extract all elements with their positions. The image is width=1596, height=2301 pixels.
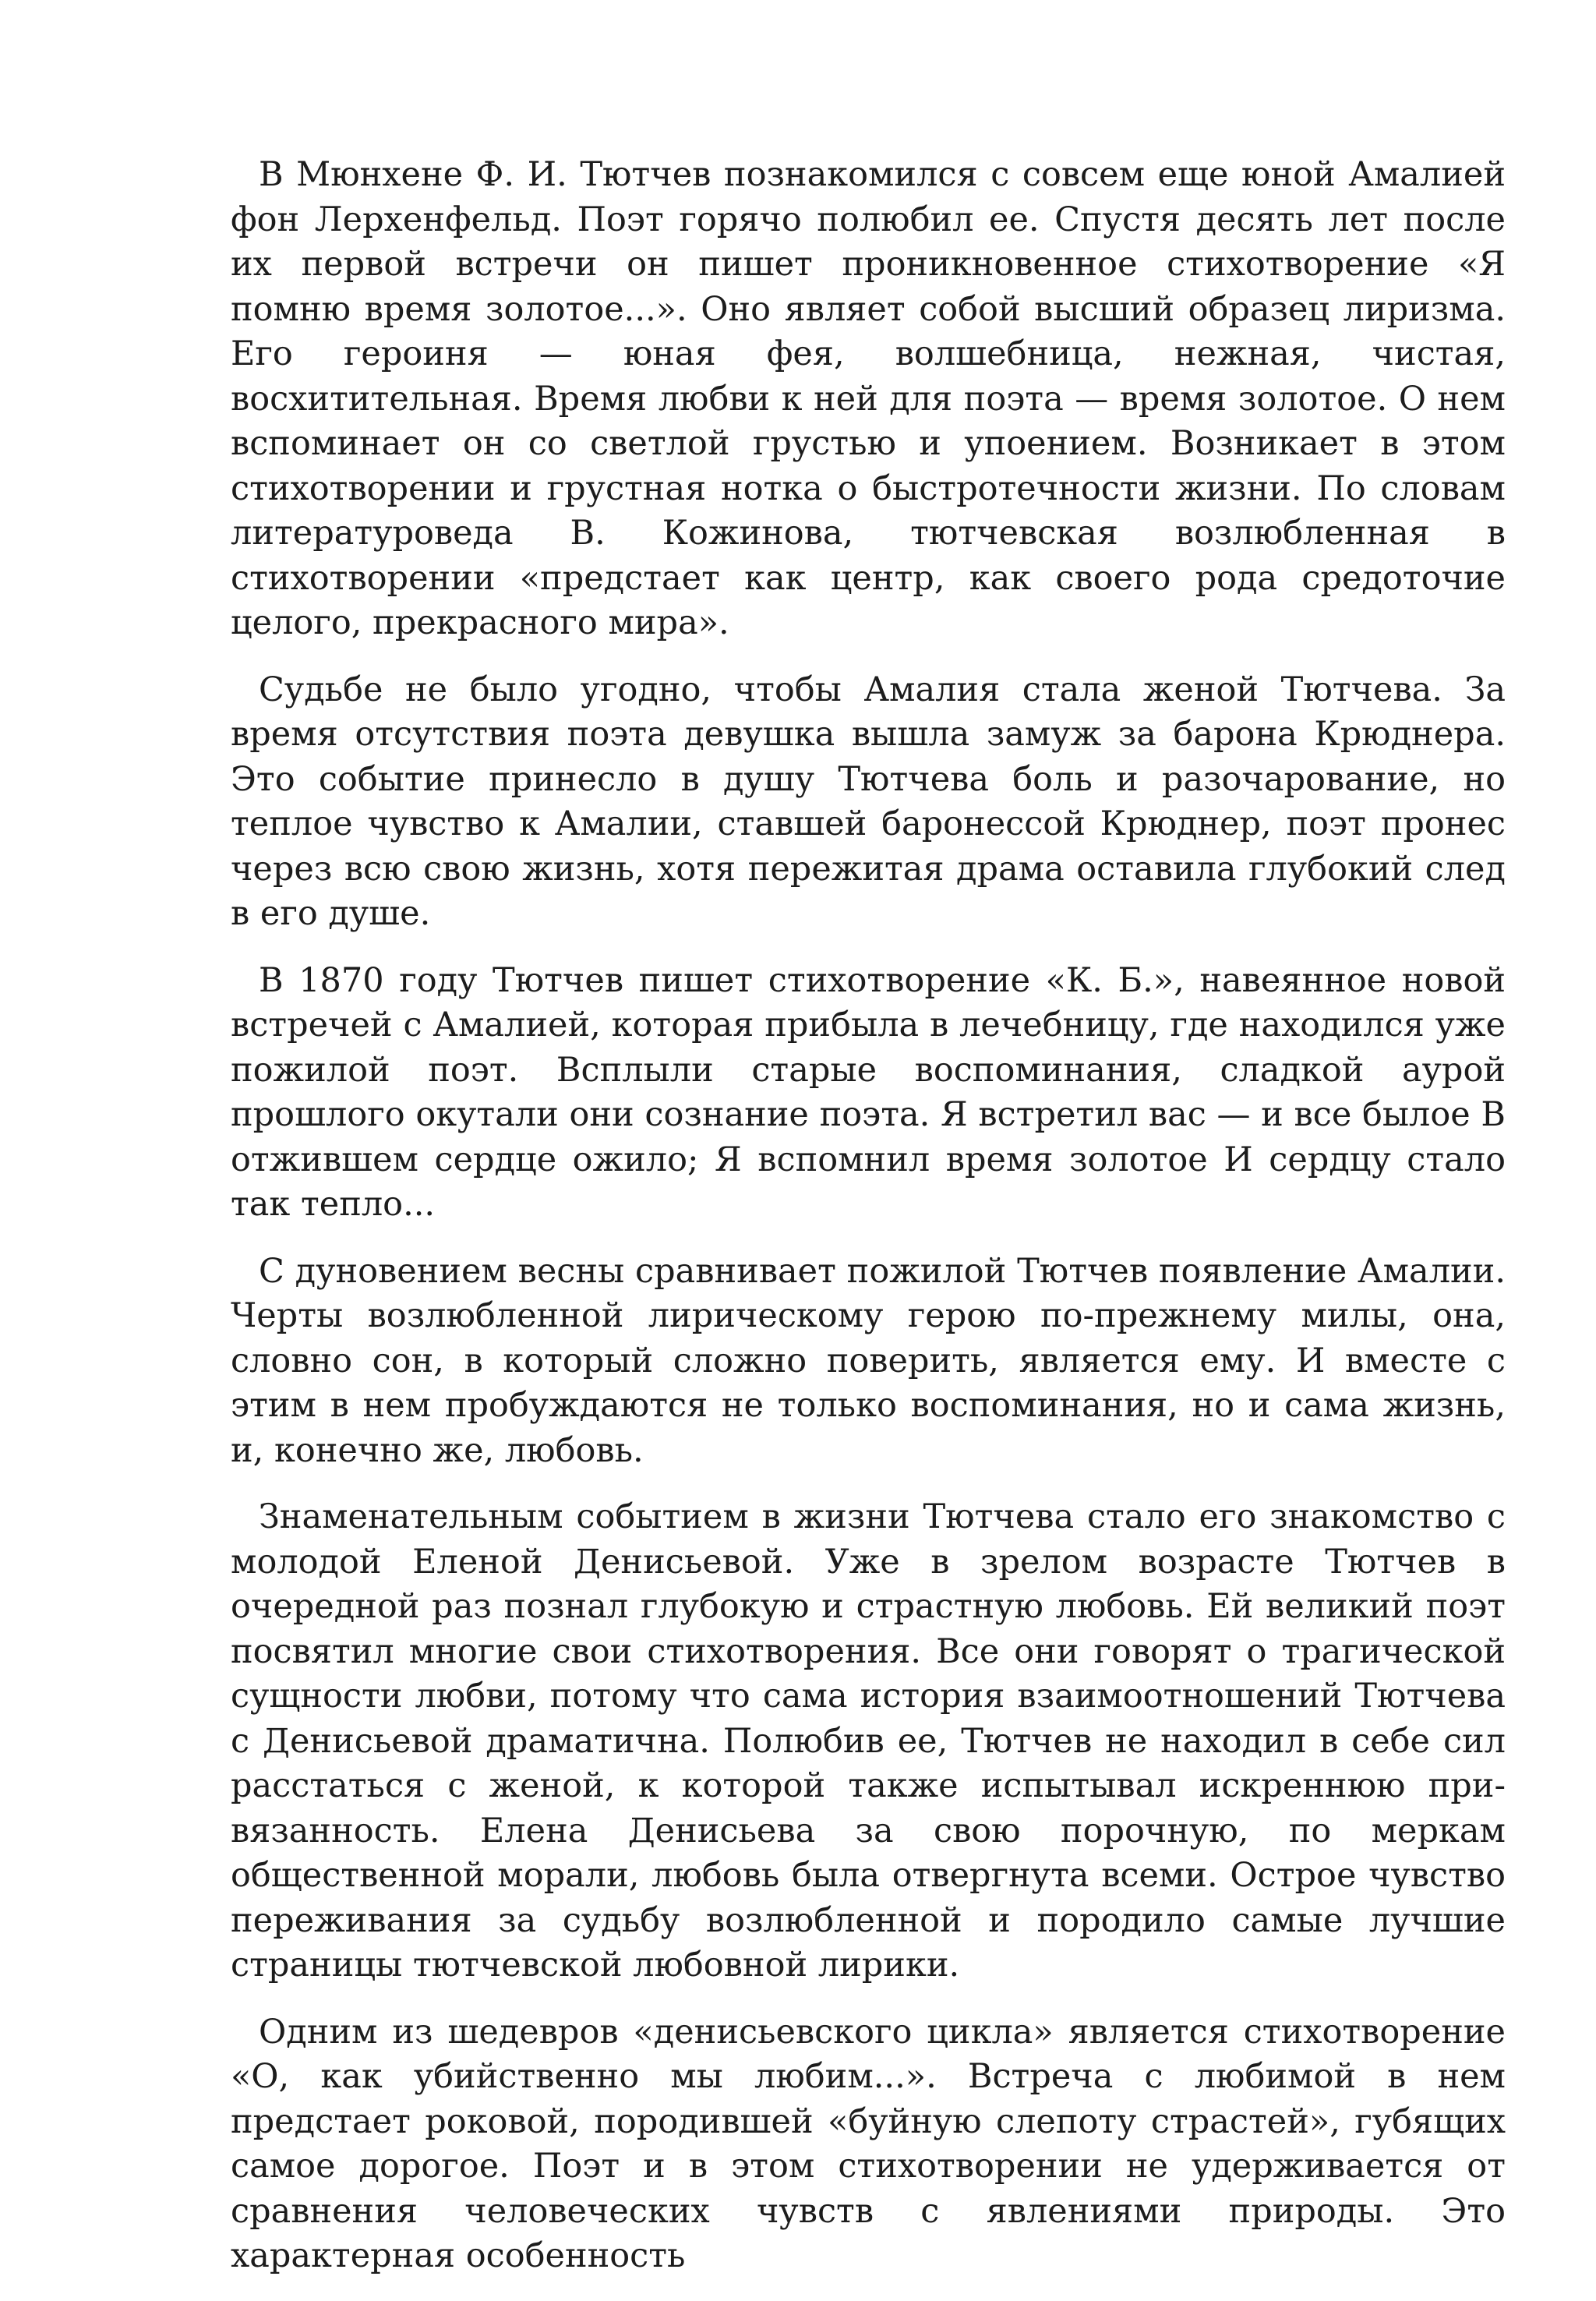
paragraph: В 1870 году Тютчев пишет стихотворение «К. Б.», навеянное новой встречей с Амалией, которая прибыла в лечебницу, где находился уже пожилой поэт. Всплыли старые воспоминания, сладкой аурой прошлого окутали они сознание поэта. Я встретил вас — и все былое В отжившем сердце ожило; Я вспомнил время золотое И сердцу стало так тепло... — [231, 960, 1506, 1224]
paragraph: Судьбе не было угодно, чтобы Амалия стала женой Тютчева. За время отсутствия поэта девушка вышла замуж за барона Крюднера. Это событие принесло в душу Тютчева боль и разочарование, но теплое чувство к Амалии, ставшей баронессой Крюднер, поэт пронес через всю свою жизнь, хотя пережитая драма оставила глубокий след в его душе. — [231, 670, 1506, 933]
paragraph: С дуновением весны сравнивает пожилой Тютчев появление Амалии. Черты возлюбленной лирическому герою по-прежнему милы, она, словно сон, в который сложно поверить, является ему. И вместе с этим в нем пробуждаются не только воспоминания, но и сама жизнь, и, конечно же, любовь. — [231, 1251, 1506, 1470]
paragraph: Одним из шедевров «денисьевского цикла» является стихотворение «О, как убийственно мы любим...». Встреча с любимой в нем предстает роковой, породившей «буйную слепоту страстей», губящих самое дорогое. Поэт и в этом стихотворении не удерживается от сравнения человеческих чувств с явлениями природы. Это характерная особенность — [231, 2012, 1506, 2275]
body-text — [231, 153, 1506, 2301]
paragraph: Знаменательным событием в жизни Тютчева стало его знакомство с молодой Еленой Денисьевой. Уже в зрелом возрасте Тютчев в очередной раз познал глубокую и страстную любовь. Ей великий поэт посвятил многие свои стихотворения. Все они говорят о трагической сущности любви, потому что сама история взаимоотношений Тютчева с Денисьевой драматична. Полюбив ее, Тютчев не находил в себе сил расстаться с женой, к которой также испытывал искреннюю привязанность. Елена Денисьева за свою порочную, по меркам общественной морали, любовь была отвергнута всеми. Острое чувство переживания за судьбу возлюбленной и породило самые лучшие страницы тютчевской любовной лирики. — [231, 1497, 1506, 1985]
paragraph: В Мюнхене Ф. И. Тютчев познакомился с совсем еще юной Амалией фон Лерхенфельд. Поэт горячо полюбил ее. Спустя десять лет после их первой встречи он пишет проникновенное стихотворение «Я помню время золотое...». Оно являет собой высший образец лиризма. Его героиня — юная фея, волшебница, нежная, чистая, восхитительная. Время любви к ней для поэта — время золотое. О нем вспоминает он со светлой грустью и упоением. Возникает в этом стихотворении и грустная нотка о быстротечности жизни. По словам литературоведа В. Кожинова, тютчевская возлюбленная в стихотворении «предстает как центр, как своего рода средоточие целого, прекрасного мира». — [231, 155, 1506, 642]
